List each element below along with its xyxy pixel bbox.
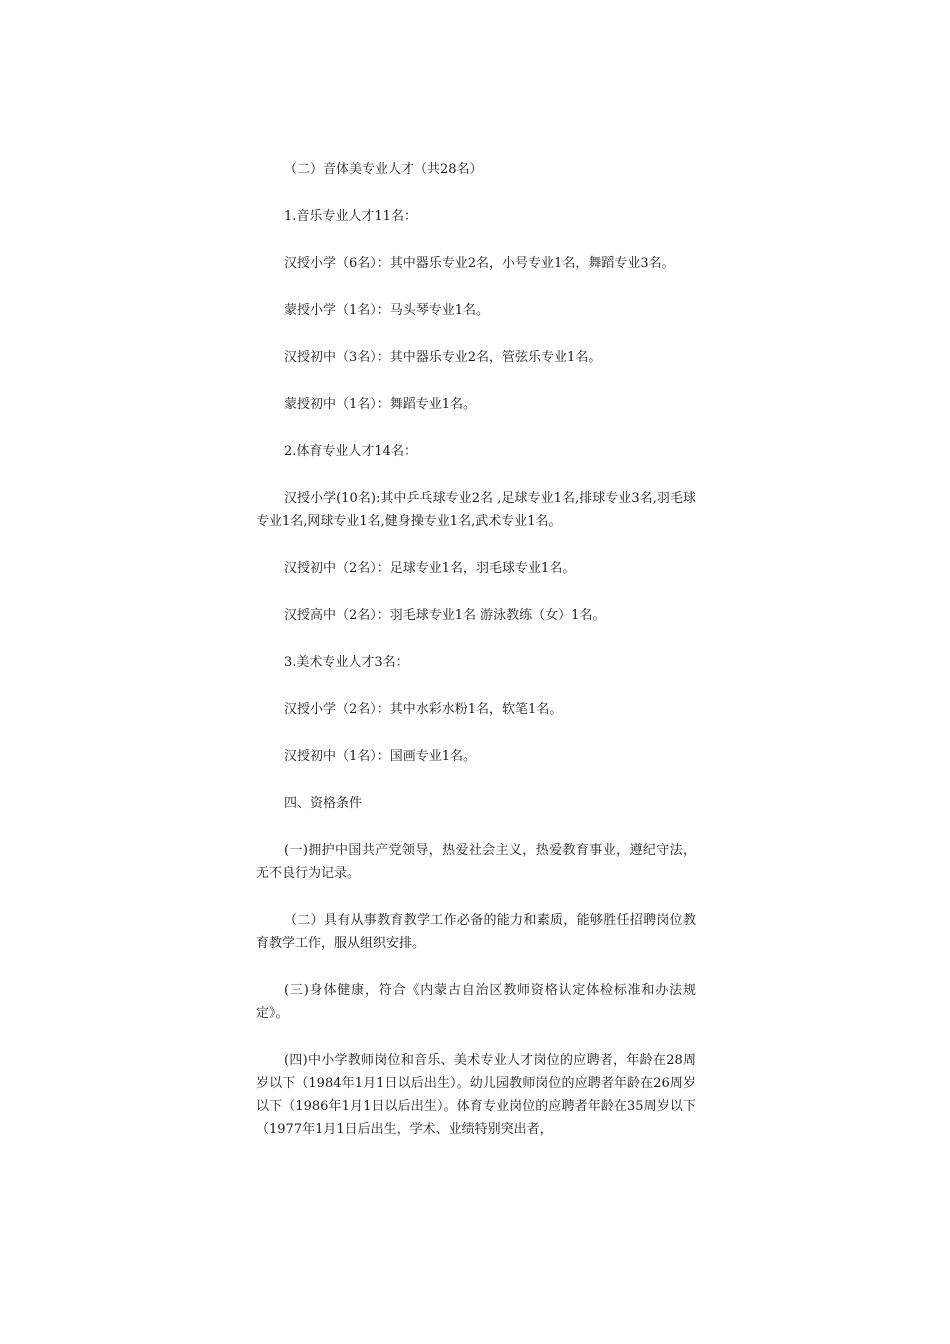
music-han-junior: 汉授初中（3名）：其中器乐专业2名，管弦乐专业1名。 [284, 350, 602, 365]
qualification-4: (四)中小学教师岗位和音乐、美术专业人才岗位的应聘者，年龄在28周岁以下（1984年1月1日以后出生）。幼儿园教师岗位的应聘者年龄在26周岁以下（1986年1月1日以后出生）。体育专业岗位的应聘者年龄在35周岁以下（1977年1月1日后出生，学术、业绩特别突出者， [256, 1053, 696, 1137]
qualification-2: （二）具有从事教育教学工作必备的能力和素质，能够胜任招聘岗位教育教学工作，服从组织安排。 [256, 913, 696, 951]
art-talent-heading: 3.美术专业人才3名： [284, 655, 409, 670]
music-talent-heading: 1.音乐专业人才11名： [284, 209, 417, 224]
sports-han-primary: 汉授小学(10名):其中乒乓球专业2名 ,足球专业1名,排球专业3名,羽毛球专业1名,网球专业1名,健身操专业1名,武术专业1名。 [256, 491, 696, 529]
section-heading-arts-talent: （二）音体美专业人才（共28名） [284, 162, 483, 177]
sports-talent-heading: 2.体育专业人才14名： [284, 444, 417, 459]
qualification-1: (一)拥护中国共产党领导，热爱社会主义，热爱教育事业，遵纪守法，无不良行为记录。 [256, 843, 696, 881]
music-mongolian-primary: 蒙授小学（1名）：马头琴专业1名。 [284, 303, 490, 318]
qualifications-heading: 四、资格条件 [284, 796, 363, 811]
music-han-primary: 汉授小学（6名）：其中器乐专业2名，小号专业1名，舞蹈专业3名。 [284, 256, 675, 271]
document-body [256, 158, 696, 1165]
music-mongolian-junior: 蒙授初中（1名）：舞蹈专业1名。 [284, 397, 477, 412]
art-han-primary: 汉授小学（2名）：其中水彩水粉1名，软笔1名。 [284, 702, 563, 717]
sports-han-junior: 汉授初中（2名）：足球专业1名，羽毛球专业1名。 [284, 561, 576, 576]
qualification-3: (三)身体健康，符合《内蒙古自治区教师资格认定体检标准和办法规定》。 [256, 983, 696, 1021]
art-han-junior: 汉授初中（1名）：国画专业1名。 [284, 749, 477, 764]
sports-han-senior: 汉授高中（2名）：羽毛球专业1名 游泳教练（女）1名。 [284, 608, 606, 623]
